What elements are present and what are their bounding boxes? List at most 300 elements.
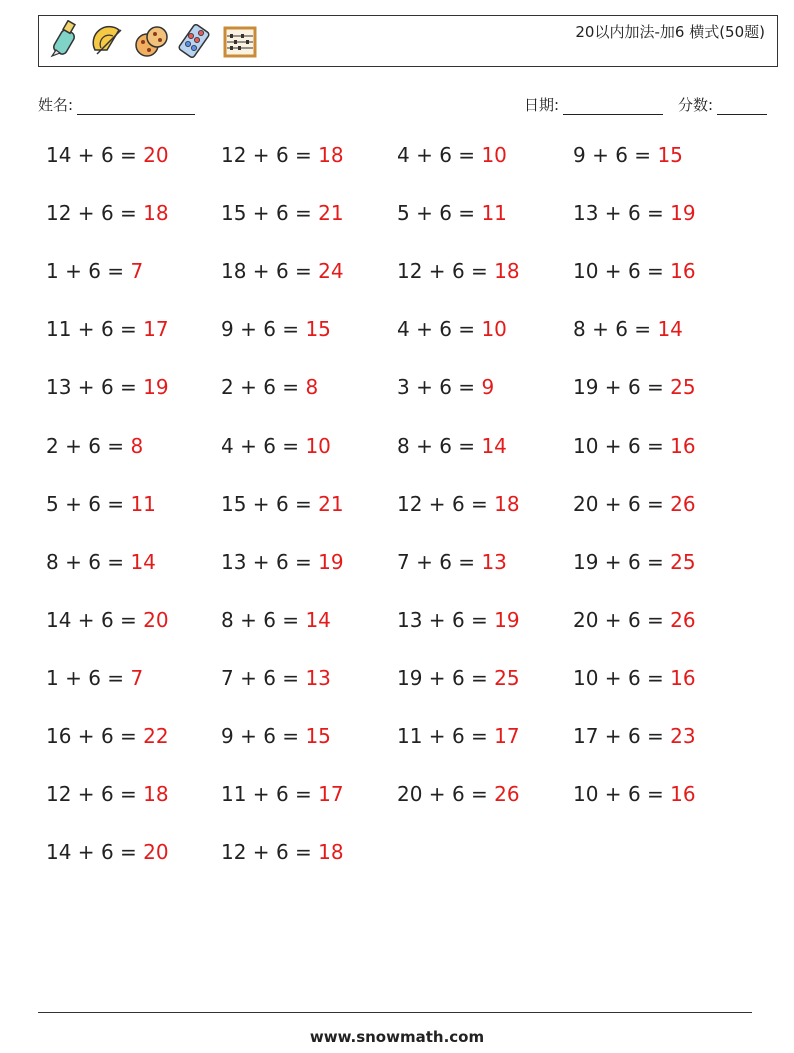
addend-b: 6 [275, 259, 289, 284]
addend-b: 6 [100, 375, 114, 400]
date-label: 日期: [524, 96, 560, 114]
answer: 19 [670, 201, 696, 226]
equals-sign: = [113, 724, 144, 748]
answer: 16 [670, 259, 696, 284]
answer: 10 [481, 317, 507, 342]
plus-sign: + [71, 375, 101, 400]
problem-row [46, 492, 746, 532]
plus-sign: + [598, 607, 628, 632]
addend-b: 6 [439, 143, 452, 167]
addend-b: 6 [627, 375, 641, 400]
problem-row [46, 317, 746, 357]
addend-a: 10 [573, 665, 599, 690]
plus-sign: + [422, 607, 452, 632]
addend-a: 14 [46, 143, 72, 167]
addend-b: 6 [100, 201, 114, 226]
addend-b: 6 [263, 665, 276, 690]
addend-b: 6 [275, 201, 289, 226]
answer: 14 [657, 317, 683, 342]
answer: 21 [318, 491, 344, 516]
problem-item [221, 143, 344, 167]
addend-a: 8 [573, 317, 586, 342]
addend-b: 6 [439, 549, 452, 574]
equals-sign: = [627, 143, 658, 167]
addend-b: 6 [439, 433, 452, 458]
addend-b: 6 [615, 317, 628, 342]
name-label: 姓名: [38, 96, 74, 114]
equals-sign: = [451, 201, 482, 226]
header-icons [45, 20, 259, 62]
answer: 17 [318, 782, 344, 807]
equals-sign: = [640, 491, 671, 516]
problem-item [221, 840, 344, 864]
addend-a: 15 [221, 201, 247, 226]
problem-item [573, 492, 696, 516]
problem-item [46, 724, 169, 748]
plus-sign: + [598, 549, 628, 574]
equals-sign: = [451, 143, 482, 167]
equals-sign: = [640, 433, 671, 458]
plus-sign: + [409, 433, 440, 458]
addend-a: 12 [46, 782, 72, 807]
addend-a: 4 [221, 433, 234, 458]
plus-sign: + [246, 491, 276, 516]
plus-sign: + [58, 665, 89, 690]
equals-sign: = [451, 317, 482, 342]
equals-sign: = [640, 665, 671, 690]
addend-a: 11 [46, 317, 72, 342]
answer: 14 [130, 549, 156, 574]
problem-item [46, 608, 169, 632]
addend-b: 6 [451, 259, 465, 284]
problem-item [46, 434, 143, 458]
score-field[interactable] [678, 94, 767, 115]
equals-sign: = [275, 607, 306, 632]
answer: 20 [143, 840, 169, 865]
equals-sign: = [113, 143, 144, 167]
addend-a: 12 [397, 491, 423, 516]
problem-item [397, 143, 507, 167]
answer: 11 [481, 201, 507, 226]
addend-a: 13 [221, 549, 247, 574]
answer: 17 [494, 724, 520, 748]
answer: 13 [305, 665, 331, 690]
equals-sign: = [275, 317, 306, 342]
equals-sign: = [451, 375, 482, 400]
date-field[interactable] [524, 94, 663, 115]
addend-a: 1 [46, 259, 59, 284]
answer: 25 [670, 375, 696, 400]
problem-row [46, 143, 746, 183]
problem-row [46, 550, 746, 590]
equals-sign: = [627, 317, 658, 342]
plus-sign: + [58, 491, 89, 516]
addend-b: 6 [627, 259, 641, 284]
addend-b: 6 [627, 607, 641, 632]
addend-b: 6 [88, 491, 101, 516]
abacus-icon [221, 20, 259, 62]
plus-sign: + [71, 607, 101, 632]
problem-item [221, 782, 344, 806]
answer: 9 [481, 375, 495, 400]
problem-item [573, 375, 696, 399]
addend-b: 6 [439, 317, 452, 342]
problem-item [221, 724, 331, 748]
equals-sign: = [464, 491, 495, 516]
addend-b: 6 [275, 491, 289, 516]
plus-sign: + [71, 840, 101, 865]
addend-b: 6 [100, 724, 114, 748]
addend-b: 6 [439, 375, 452, 400]
addend-a: 4 [397, 317, 410, 342]
addend-a: 2 [221, 375, 234, 400]
answer: 25 [670, 549, 696, 574]
addend-a: 13 [573, 201, 599, 226]
plus-sign: + [409, 143, 440, 167]
addend-a: 20 [573, 491, 599, 516]
pencil-sharpener-icon [45, 20, 83, 62]
problem-row [46, 259, 746, 299]
answer: 26 [670, 491, 696, 516]
problem-item [397, 550, 507, 574]
addend-a: 9 [221, 724, 234, 748]
problem-item [221, 317, 331, 341]
plus-sign: + [58, 433, 89, 458]
addend-b: 6 [627, 433, 641, 458]
equals-sign: = [100, 549, 131, 574]
problem-item [397, 492, 520, 516]
problem-item [573, 666, 696, 690]
answer: 14 [481, 433, 507, 458]
addend-a: 8 [46, 549, 59, 574]
plus-sign: + [409, 549, 440, 574]
problem-item [46, 782, 169, 806]
answer: 15 [305, 724, 331, 748]
problem-item [221, 201, 344, 225]
equals-sign: = [451, 549, 482, 574]
footer-url: www.snowmath.com [309, 1028, 485, 1046]
equals-sign: = [113, 782, 144, 807]
worksheet-title: 20以内加法-加6 横式(50题) [575, 23, 765, 41]
addend-a: 17 [573, 724, 599, 748]
problem-item [221, 666, 331, 690]
addend-a: 13 [46, 375, 72, 400]
problem-item [573, 550, 696, 574]
addend-b: 6 [100, 607, 114, 632]
problem-item [46, 259, 143, 283]
plus-sign: + [246, 840, 276, 865]
answer: 19 [494, 607, 520, 632]
name-field[interactable] [38, 94, 195, 115]
addend-b: 6 [439, 201, 452, 226]
answer: 18 [143, 201, 169, 226]
plus-sign: + [58, 549, 89, 574]
addend-a: 16 [46, 724, 72, 748]
addend-b: 6 [100, 317, 114, 342]
problem-row [46, 782, 746, 822]
addend-a: 12 [46, 201, 72, 226]
addend-b: 6 [451, 724, 465, 748]
plus-sign: + [233, 607, 264, 632]
answer: 13 [481, 549, 507, 574]
plus-sign: + [598, 259, 628, 284]
equals-sign: = [640, 724, 671, 748]
problem-row [46, 666, 746, 706]
plus-sign: + [246, 782, 276, 807]
plus-sign: + [422, 724, 452, 748]
addend-a: 8 [397, 433, 410, 458]
answer: 17 [143, 317, 169, 342]
plus-sign: + [598, 782, 628, 807]
addend-a: 11 [397, 724, 423, 748]
plus-sign: + [71, 201, 101, 226]
problem-row [46, 201, 746, 241]
addend-b: 6 [627, 724, 641, 748]
addend-a: 18 [221, 259, 247, 284]
problem-row [46, 608, 746, 648]
plus-sign: + [598, 665, 628, 690]
addend-b: 6 [100, 782, 114, 807]
addend-b: 6 [275, 840, 289, 865]
addend-a: 10 [573, 433, 599, 458]
addend-a: 19 [573, 375, 599, 400]
worksheet-header [38, 15, 778, 67]
addend-a: 19 [397, 665, 423, 690]
equals-sign: = [640, 549, 671, 574]
equals-sign: = [640, 201, 671, 226]
addend-b: 6 [263, 375, 276, 400]
problem-item [573, 782, 696, 806]
equals-sign: = [640, 607, 671, 632]
equals-sign: = [275, 375, 306, 400]
answer: 23 [670, 724, 696, 748]
addend-a: 12 [397, 259, 423, 284]
problem-item [397, 608, 520, 632]
addend-a: 20 [573, 607, 599, 632]
pill-pack-icon [177, 20, 215, 62]
problem-item [221, 492, 344, 516]
equals-sign: = [113, 375, 144, 400]
equals-sign: = [464, 724, 495, 748]
addend-b: 6 [100, 143, 114, 167]
addend-b: 6 [627, 782, 641, 807]
addend-b: 6 [627, 665, 641, 690]
problem-item [221, 608, 331, 632]
equals-sign: = [113, 607, 144, 632]
plus-sign: + [598, 491, 628, 516]
plus-sign: + [409, 375, 440, 400]
addend-b: 6 [88, 259, 101, 284]
addend-b: 6 [615, 143, 628, 167]
equals-sign: = [288, 782, 319, 807]
problem-item [221, 259, 344, 283]
equals-sign: = [640, 782, 671, 807]
problem-item [46, 317, 169, 341]
equals-sign: = [288, 549, 319, 574]
addend-a: 1 [46, 665, 59, 690]
problem-item [46, 840, 169, 864]
problem-item [397, 782, 520, 806]
addend-b: 6 [627, 201, 641, 226]
score-blank[interactable] [717, 98, 767, 115]
problem-item [573, 608, 696, 632]
answer: 16 [670, 433, 696, 458]
addend-b: 6 [263, 724, 276, 748]
addend-b: 6 [275, 782, 289, 807]
answer: 15 [305, 317, 331, 342]
protractor-icon [89, 20, 127, 62]
answer: 25 [494, 665, 520, 690]
answer: 26 [670, 607, 696, 632]
plus-sign: + [233, 665, 264, 690]
problem-item [573, 143, 683, 167]
answer: 24 [318, 259, 344, 284]
addend-b: 6 [275, 549, 289, 574]
plus-sign: + [409, 201, 440, 226]
addend-a: 13 [397, 607, 423, 632]
addend-b: 6 [100, 840, 114, 865]
plus-sign: + [422, 491, 452, 516]
cookie-icon [133, 20, 171, 62]
score-label: 分数: [678, 96, 714, 114]
equals-sign: = [640, 259, 671, 284]
equals-sign: = [100, 491, 131, 516]
problem-row [46, 724, 746, 764]
addend-a: 14 [46, 607, 72, 632]
plus-sign: + [598, 375, 628, 400]
problem-row [46, 375, 746, 415]
plus-sign: + [233, 433, 264, 458]
equals-sign: = [288, 840, 319, 865]
plus-sign: + [409, 317, 440, 342]
addend-b: 6 [263, 317, 276, 342]
problem-item [221, 550, 344, 574]
addend-a: 20 [397, 782, 423, 807]
answer: 8 [305, 375, 319, 400]
plus-sign: + [246, 201, 276, 226]
plus-sign: + [598, 201, 628, 226]
date-blank[interactable] [563, 98, 663, 115]
problem-row [46, 434, 746, 474]
equals-sign: = [288, 491, 319, 516]
addend-a: 2 [46, 433, 59, 458]
equals-sign: = [464, 607, 495, 632]
problem-item [573, 434, 696, 458]
plus-sign: + [598, 433, 628, 458]
answer: 7 [130, 259, 144, 284]
addend-b: 6 [88, 433, 101, 458]
problem-row [46, 840, 746, 880]
problem-item [46, 375, 169, 399]
addend-b: 6 [451, 607, 465, 632]
plus-sign: + [422, 665, 452, 690]
problem-item [397, 259, 520, 283]
problem-item [397, 375, 494, 399]
equals-sign: = [113, 201, 144, 226]
addend-a: 10 [573, 259, 599, 284]
equals-sign: = [100, 665, 131, 690]
addend-a: 19 [573, 549, 599, 574]
equals-sign: = [275, 665, 306, 690]
equals-sign: = [100, 259, 131, 284]
addend-b: 6 [275, 143, 289, 167]
addend-a: 12 [221, 143, 247, 167]
equals-sign: = [113, 317, 144, 342]
addend-b: 6 [263, 433, 276, 458]
problem-item [573, 259, 696, 283]
problem-item [397, 201, 507, 225]
addend-a: 9 [221, 317, 234, 342]
plus-sign: + [246, 549, 276, 574]
problem-item [46, 666, 143, 690]
plus-sign: + [58, 259, 89, 284]
addend-a: 4 [397, 143, 410, 167]
addend-b: 6 [88, 665, 101, 690]
answer: 21 [318, 201, 344, 226]
plus-sign: + [71, 724, 101, 748]
equals-sign: = [100, 433, 131, 458]
plus-sign: + [422, 259, 452, 284]
addend-a: 9 [573, 143, 586, 167]
answer: 20 [143, 143, 169, 167]
answer: 15 [657, 143, 683, 167]
problem-item [397, 317, 507, 341]
answer: 16 [670, 665, 696, 690]
answer: 19 [143, 375, 169, 400]
equals-sign: = [288, 143, 319, 167]
answer: 18 [494, 491, 520, 516]
answer: 16 [670, 782, 696, 807]
plus-sign: + [585, 143, 616, 167]
problem-item [397, 434, 507, 458]
problem-item [221, 375, 318, 399]
addend-b: 6 [263, 607, 276, 632]
equals-sign: = [275, 724, 306, 748]
plus-sign: + [422, 782, 452, 807]
equals-sign: = [288, 201, 319, 226]
addend-b: 6 [627, 549, 641, 574]
answer: 10 [481, 143, 507, 167]
answer: 8 [130, 433, 144, 458]
equals-sign: = [464, 665, 495, 690]
addend-a: 15 [221, 491, 247, 516]
equals-sign: = [275, 433, 306, 458]
addend-a: 12 [221, 840, 247, 865]
name-blank[interactable] [77, 98, 195, 115]
equals-sign: = [451, 433, 482, 458]
problem-item [573, 317, 683, 341]
equals-sign: = [464, 782, 495, 807]
problem-item [573, 724, 696, 748]
equals-sign: = [640, 375, 671, 400]
addend-a: 3 [397, 375, 410, 400]
addend-a: 14 [46, 840, 72, 865]
addend-b: 6 [451, 782, 465, 807]
plus-sign: + [233, 724, 264, 748]
addend-a: 5 [397, 201, 410, 226]
plus-sign: + [246, 143, 276, 167]
problem-item [46, 201, 169, 225]
addend-a: 7 [397, 549, 410, 574]
answer: 18 [318, 840, 344, 865]
answer: 20 [143, 607, 169, 632]
answer: 7 [130, 665, 144, 690]
plus-sign: + [246, 259, 276, 284]
plus-sign: + [233, 375, 264, 400]
answer: 22 [143, 724, 169, 748]
answer: 10 [305, 433, 331, 458]
addend-a: 5 [46, 491, 59, 516]
